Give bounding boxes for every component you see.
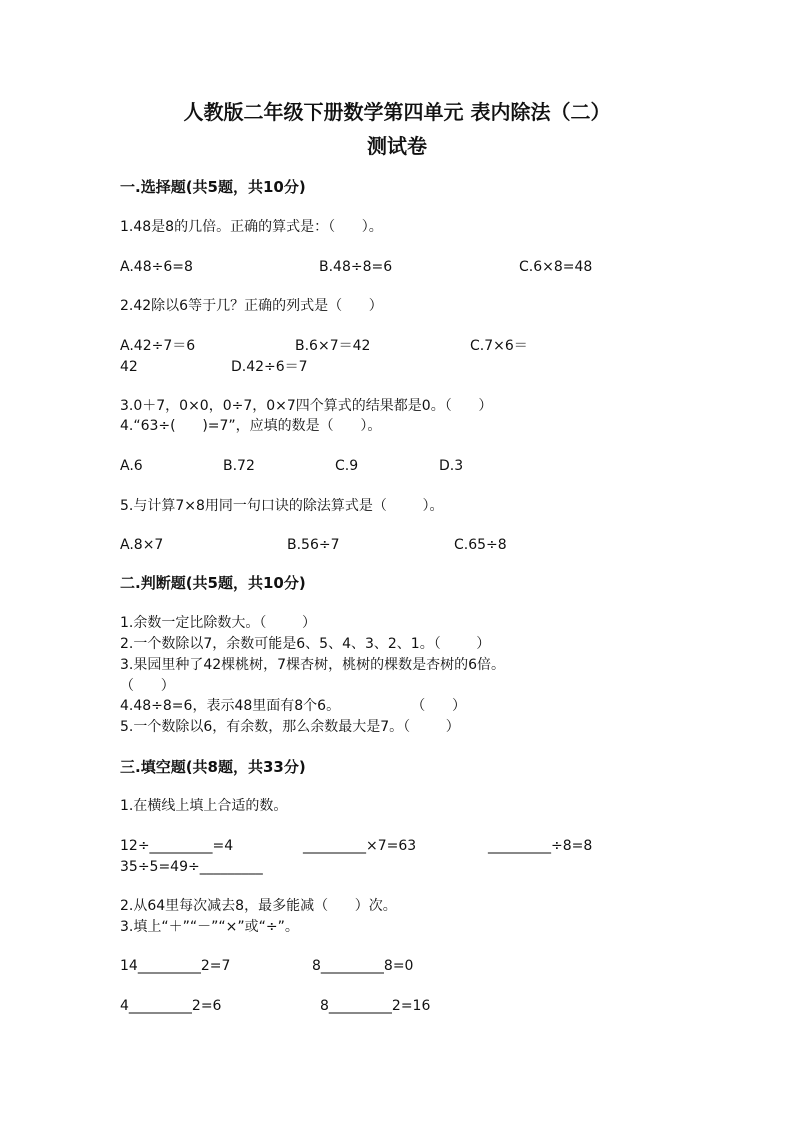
choice-q5-stem: 5.与计算7×8用同一句口诀的除法算式是（ ）。 [120,498,444,514]
fill-q3-item-b: 8_________8=0 [312,958,414,974]
section-heading-fill: 三.填空题(共8题，共33分) [120,758,306,776]
fill-q1-item-b: _________×7=63 [303,838,417,854]
fill-q1-stem: 1.在横线上填上合适的数。 [120,798,288,814]
choice-q3-stem: 3.0＋7，0×0，0÷7，0×7四个算式的结果都是0。（ ） [120,398,493,414]
choice-q4-stem: 4.“63÷( )=7”，应填的数是（ ）。 [120,418,382,434]
choice-q2-option-d: D.42÷6＝7 [231,359,308,375]
section-heading-judge: 二.判断题(共5题，共10分) [120,574,306,592]
fill-q3-item-a: 14_________2=7 [120,958,231,974]
page-title-line1: 人教版二年级下册数学第四单元 表内除法（二） [183,100,611,124]
fill-q3-item-c: 4_________2=6 [120,998,222,1014]
choice-q5-option-a: A.8×7 [120,537,164,553]
choice-q5-option-c: C.65÷8 [454,537,507,553]
choice-q1-option-b: B.48÷8=6 [319,259,393,275]
judge-q2: 2.一个数除以7，余数可能是6、5、4、3、2、1。（ ） [120,636,491,652]
judge-q1: 1.余数一定比除数大。（ ） [120,615,316,631]
choice-q4-option-a: A.6 [120,458,143,474]
choice-q4-option-c: C.9 [335,458,359,474]
fill-q1-item-a: 12÷_________=4 [120,838,234,854]
choice-q2-stem: 2.42除以6等于几？正确的列式是（ ） [120,298,383,314]
choice-q2-option-c-cont: 42 [120,359,138,375]
fill-q3-stem: 3.填上“＋”“－”“×”或“÷”。 [120,919,299,935]
fill-q1-item-c: _________÷8=8 [488,838,593,854]
page-title-line2: 测试卷 [367,134,427,158]
section-heading-choice: 一.选择题(共5题，共10分) [120,178,306,196]
choice-q2-option-a: A.42÷7＝6 [120,338,196,354]
choice-q2-option-c: C.7×6＝ [470,338,528,354]
judge-q5: 5.一个数除以6，有余数，那么余数最大是7。（ ） [120,719,460,735]
fill-q1-item-d: 35÷5=49÷_________ [120,859,263,875]
choice-q4-option-d: D.3 [439,458,464,474]
choice-q1-option-c: C.6×8=48 [519,259,593,275]
choice-q1-option-a: A.48÷6=8 [120,259,193,275]
judge-q3-cont: （ ） [120,678,175,694]
judge-q4: 4.48÷8=6，表示48里面有8个6。 （ ） [120,698,466,714]
judge-q3: 3.果园里种了42棵桃树，7棵杏树，桃树的棵数是杏树的6倍。 [120,657,505,673]
choice-q2-option-b: B.6×7＝42 [295,338,371,354]
choice-q5-option-b: B.56÷7 [287,537,340,553]
choice-q1-stem: 1.48是8的几倍。正确的算式是：（ ）。 [120,219,383,235]
choice-q4-option-b: B.72 [223,458,255,474]
fill-q2-stem: 2.从64里每次减去8，最多能减（ ）次。 [120,898,397,914]
fill-q3-item-d: 8_________2=16 [320,998,431,1014]
